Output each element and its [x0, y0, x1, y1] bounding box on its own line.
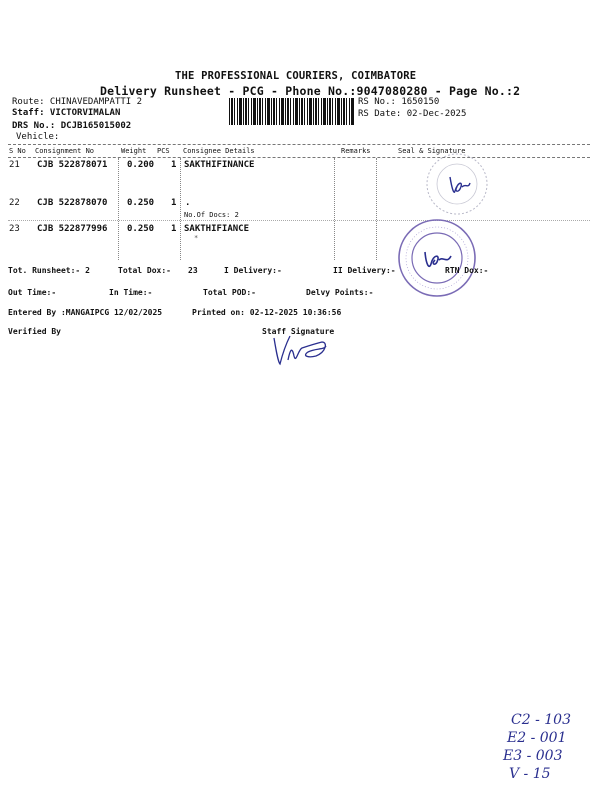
handwritten-note: E2 - 001 — [507, 730, 567, 746]
row-docs-note: No.Of Docs: 2 — [184, 211, 239, 219]
col-pcs: PCS — [157, 147, 170, 155]
entered-by: Entered By :MANGAIPCG 12/02/2025 — [8, 308, 163, 317]
staff-label: Staff: VICTORVIMALAN — [12, 108, 121, 118]
stray-mark: * — [194, 234, 199, 242]
row-pcs: 1 — [171, 224, 177, 234]
faint-seal-stamp — [424, 151, 490, 217]
total-dox-label: Total Dox:- — [118, 266, 171, 275]
barcode-image — [229, 98, 355, 125]
col-separator — [118, 158, 119, 260]
row-sno: 23 — [9, 224, 20, 234]
col-consignment: Consignment No — [35, 147, 95, 155]
row-weight: 0.250 — [127, 198, 155, 208]
table-header-rule — [8, 157, 590, 158]
rs-number: RS No.: 1650150 — [358, 97, 440, 107]
printed-on: Printed on: 02-12-2025 10:36:56 — [192, 308, 342, 317]
i-delivery-label: I Delivery:- — [224, 266, 282, 275]
col-sno: S No — [9, 147, 26, 155]
staff-signature-label: Staff Signature — [262, 327, 335, 336]
company-title: THE PROFESSIONAL COURIERS, COIMBATORE — [175, 70, 417, 82]
ii-delivery-label: II Delivery:- — [333, 266, 396, 275]
row-pcs: 1 — [171, 198, 177, 208]
company-seal-stamp — [395, 216, 479, 300]
handwritten-note: E3 - 003 — [503, 748, 563, 764]
row-sno: 22 — [9, 198, 20, 208]
delvy-points-label: Delvy Points:- — [306, 288, 374, 297]
row-consignment: CJB 522878070 — [37, 198, 108, 208]
row-divider — [8, 220, 590, 221]
route-label: Route: CHINAVEDAMPATTI 2 — [12, 97, 143, 107]
rtn-dox-label: RTN Dox:- — [445, 266, 489, 275]
runsheet-subtitle: Delivery Runsheet - PCG - Phone No.:9047080280 - Page No.:2 — [100, 84, 521, 98]
row-consignee: SAKTHIFIANCE — [184, 224, 250, 234]
drs-number: DRS No.: DCJB165015002 — [12, 121, 132, 131]
row-sno: 21 — [9, 160, 20, 170]
row-consignment: CJB 522877996 — [37, 224, 108, 234]
row-consignee: SAKTHIFINANCE — [184, 160, 255, 170]
out-time-label: Out Time:- — [8, 288, 57, 297]
handwritten-note: V - 15 — [509, 766, 551, 782]
total-runsheet: Tot. Runsheet:- 2 — [8, 266, 90, 275]
handwritten-note: C2 - 103 — [511, 712, 571, 728]
total-pod-label: Total POD:- — [203, 288, 256, 297]
row-pcs: 1 — [171, 160, 177, 170]
col-weight: Weight — [121, 147, 147, 155]
vehicle-label: Vehicle: — [16, 132, 60, 142]
row-weight: 0.250 — [127, 224, 155, 234]
col-consignee: Consignee Details — [183, 147, 255, 155]
in-time-label: In Time:- — [109, 288, 153, 297]
row-consignment: CJB 522878071 — [37, 160, 108, 170]
col-seal-signature: Seal & Signature — [398, 147, 466, 155]
col-separator — [334, 158, 335, 260]
staff-signature-scribble — [268, 330, 332, 370]
total-dox-value: 23 — [188, 266, 198, 275]
col-separator — [180, 158, 181, 260]
rs-date: RS Date: 02-Dec-2025 — [358, 109, 467, 119]
verified-by-label: Verified By — [8, 327, 61, 336]
row-weight: 0.200 — [127, 160, 155, 170]
row-consignee: . — [185, 198, 191, 208]
handwritten-notes — [495, 706, 585, 786]
col-separator — [376, 158, 377, 260]
col-remarks: Remarks — [341, 147, 371, 155]
table-top-rule — [8, 144, 590, 145]
